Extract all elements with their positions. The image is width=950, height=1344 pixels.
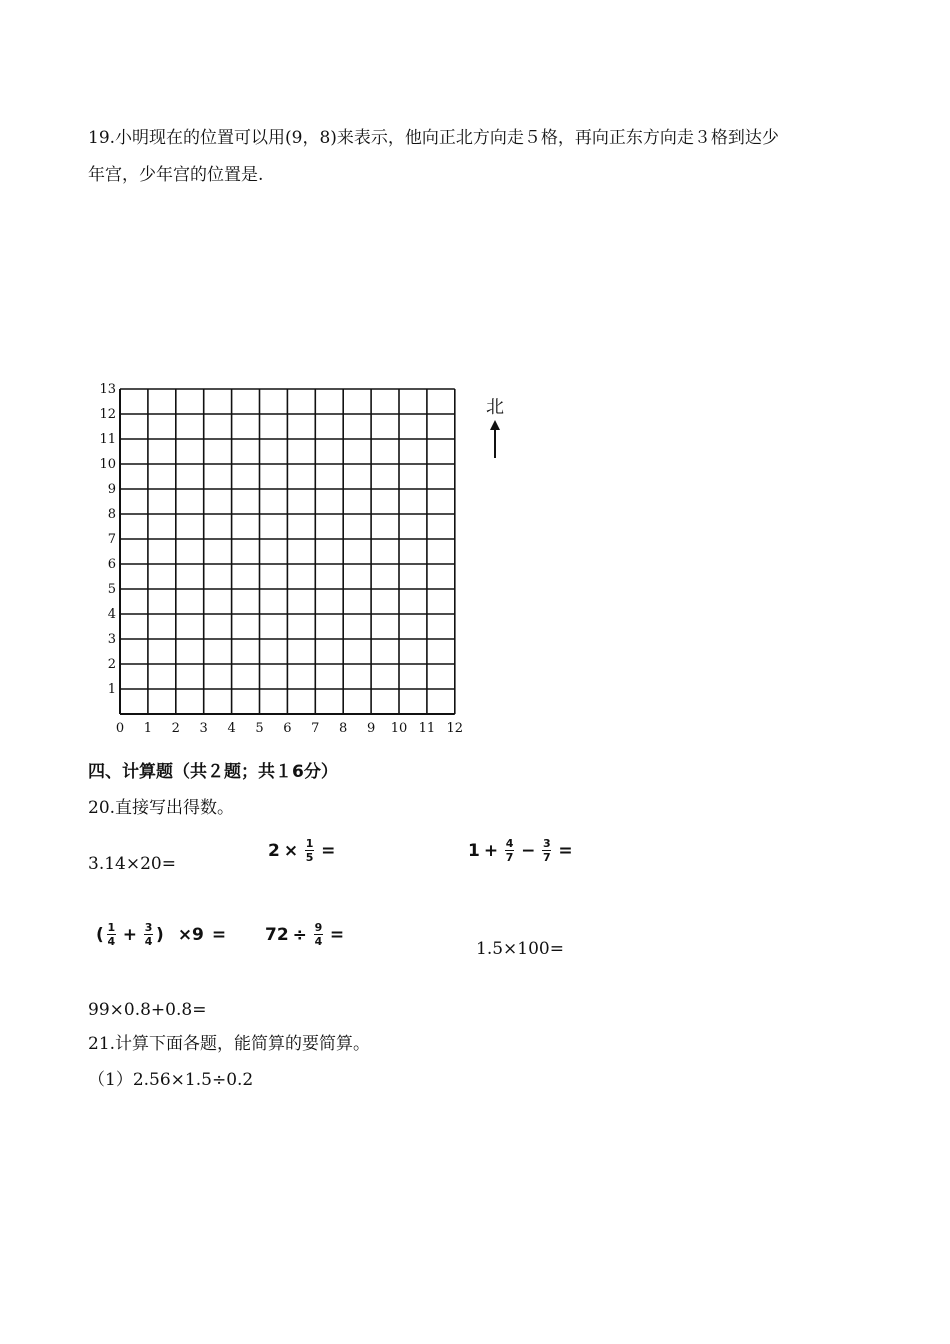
q19-line1: 19.小明现在的位置可以用(9，8)来表示，他向正北方向走５格，再向正东方向走３格到达少 — [88, 128, 779, 148]
y-tick-label: 5 — [107, 582, 116, 597]
fraction: $\frac{1}{4}$ — [107, 921, 116, 948]
coordinate-grid — [90, 376, 470, 736]
q20-expr-5: 72 ÷ $\frac{9}{4}$ = — [265, 921, 345, 948]
x-tick-label: 8 — [339, 721, 348, 736]
q21-prompt: 21.计算下面各题，能简算的要简算。 — [88, 1034, 371, 1054]
y-tick-label: 9 — [107, 482, 116, 497]
q20-expr-3: 1 + $\frac{4}{7}$ − $\frac{3}{7}$ = — [468, 837, 573, 864]
north-arrow-icon — [484, 418, 506, 460]
fraction: $\frac{3}{4}$ — [144, 921, 153, 948]
x-tick-label: 11 — [418, 721, 436, 736]
y-tick-label: 11 — [99, 432, 116, 447]
x-tick-label: 2 — [171, 721, 180, 736]
y-tick-label: 1 — [107, 682, 116, 697]
section-title: 四、计算题（共２题；共１6分） — [88, 762, 338, 782]
y-tick-label: 13 — [99, 382, 116, 397]
q20-expr-2: 2 × $\frac{1}{5}$ = — [268, 837, 336, 864]
x-tick-label: 10 — [390, 721, 408, 736]
q21-item-1: （1）2.56×1.5÷0.2 — [88, 1070, 254, 1090]
q20-expr-6: 1.5×100= — [476, 939, 564, 959]
q19-line2: 年宫，少年宫的位置是. — [88, 165, 264, 185]
y-tick-label: 6 — [107, 557, 116, 572]
y-axis-ticks — [99, 382, 116, 697]
q20-prompt: 20.直接写出得数。 — [88, 798, 235, 818]
q20-expr-7: 99×0.8+0.8= — [88, 1000, 207, 1020]
grid-lines — [120, 389, 455, 714]
x-tick-label: 9 — [366, 721, 376, 736]
x-tick-label: 0 — [115, 721, 125, 736]
y-tick-label: 10 — [99, 457, 116, 472]
fraction: $\frac{3}{7}$ — [543, 837, 551, 864]
y-tick-label: 3 — [107, 632, 116, 647]
y-tick-label: 7 — [107, 532, 116, 547]
x-tick-label: 6 — [283, 721, 292, 736]
y-tick-label: 2 — [107, 657, 116, 672]
x-axis-ticks — [116, 721, 463, 736]
x-tick-label: 7 — [311, 721, 320, 736]
y-tick-label: 12 — [99, 407, 116, 422]
x-tick-label: 12 — [446, 721, 464, 736]
y-tick-label: 8 — [107, 507, 116, 522]
fraction: $\frac{9}{4}$ — [314, 921, 323, 948]
x-tick-label: 5 — [255, 721, 264, 736]
fraction: $\frac{1}{5}$ — [305, 837, 314, 864]
x-tick-label: 4 — [227, 721, 236, 736]
north-label: 北 — [486, 397, 504, 418]
q20-expr-1: 3.14×20= — [88, 854, 176, 874]
fraction: $\frac{4}{7}$ — [505, 837, 514, 864]
y-tick-label: 4 — [107, 607, 116, 622]
q20-expr-4: ( $\frac{1}{4}$ + $\frac{3}{4}$ ) ×9 = — [96, 921, 227, 948]
x-tick-label: 1 — [143, 721, 153, 736]
north-compass — [484, 398, 506, 462]
x-tick-label: 3 — [199, 721, 208, 736]
